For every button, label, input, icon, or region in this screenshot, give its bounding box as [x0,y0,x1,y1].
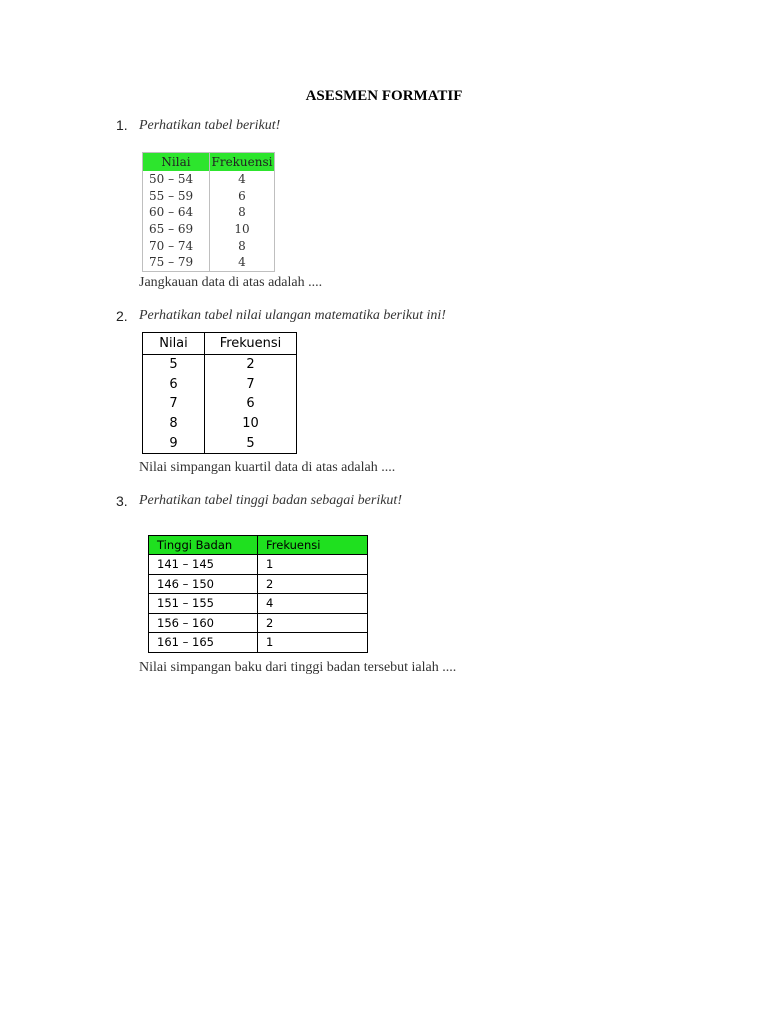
table-row [143,394,297,414]
table-cell: 6 [143,375,205,395]
table-cell: 4 [238,172,246,187]
table-row [143,204,275,221]
table-cell: 10 [242,416,259,432]
question-2-answer-prompt: Nilai simpangan kuartil data di atas adalah .... [139,460,396,475]
table-cell: 55 – 59 [143,188,210,205]
table-row [143,237,275,254]
table-cell: 6 [246,396,255,412]
table-cell: 10 [234,222,250,237]
table-row [143,355,297,375]
question-2-prompt: Perhatikan tabel nilai ulangan matematika berikut ini! [139,308,446,323]
table-cell: 141 – 145 [149,555,258,575]
table-cell: 65 – 69 [143,221,210,238]
table-cell: 8 [238,238,246,253]
table-cell: 5 [246,435,255,451]
question-1-prompt: Perhatikan tabel berikut! [139,118,281,133]
page-title: ASESMEN FORMATIF [305,88,463,104]
table-row [143,254,275,271]
column-header-frekuensi: Frekuensi [258,536,368,555]
table-cell: 4 [258,594,368,614]
table-cell: 2 [258,574,368,594]
question-1-table [142,152,275,272]
column-header-nilai: Nilai [143,153,210,172]
table-cell: 75 – 79 [143,254,210,271]
question-3-prompt: Perhatikan tabel tinggi badan sebagai berikut! [139,493,402,508]
table-cell: 7 [143,394,205,414]
table-row [143,221,275,238]
table-row [143,171,275,188]
column-header-nilai: Nilai [143,333,205,355]
table-cell: 9 [143,433,205,453]
table-cell: 8 [143,414,205,434]
table-cell: 1 [258,633,368,653]
table-cell: 8 [238,205,246,220]
table-row [149,633,368,653]
table-cell: 161 – 165 [149,633,258,653]
question-2-number: 2. [116,308,128,324]
table-cell: 4 [238,255,246,270]
column-header-frekuensi: Frekuensi [205,333,297,355]
table-cell: 50 – 54 [143,171,210,188]
question-1-number: 1. [116,117,128,133]
table-cell: 70 – 74 [143,237,210,254]
table-row [149,594,368,614]
table-header-row [143,333,297,355]
question-3-number: 3. [116,493,128,509]
table-cell: 1 [258,555,368,575]
column-header-frekuensi: Frekuensi [210,153,275,172]
table-row [143,188,275,205]
table-cell: 146 – 150 [149,574,258,594]
table-cell: 6 [238,188,246,203]
table-cell: 2 [246,357,255,373]
table-cell: 60 – 64 [143,204,210,221]
table-cell: 5 [143,355,205,375]
table-row [149,555,368,575]
question-3-table [148,535,368,653]
table-row [149,574,368,594]
table-cell: 2 [258,613,368,633]
question-2-table [142,332,297,454]
table-row [149,613,368,633]
table-row [143,414,297,434]
question-1-answer-prompt: Jangkauan data di atas adalah .... [139,275,323,290]
column-header-tinggi-badan: Tinggi Badan [149,536,258,555]
table-header-row [143,153,275,172]
table-header-row [149,536,368,555]
table-row [143,433,297,453]
table-cell: 151 – 155 [149,594,258,614]
table-row [143,375,297,395]
question-3-answer-prompt: Nilai simpangan baku dari tinggi badan tersebut ialah .... [139,660,457,675]
table-cell: 156 – 160 [149,613,258,633]
table-cell: 7 [246,376,255,392]
